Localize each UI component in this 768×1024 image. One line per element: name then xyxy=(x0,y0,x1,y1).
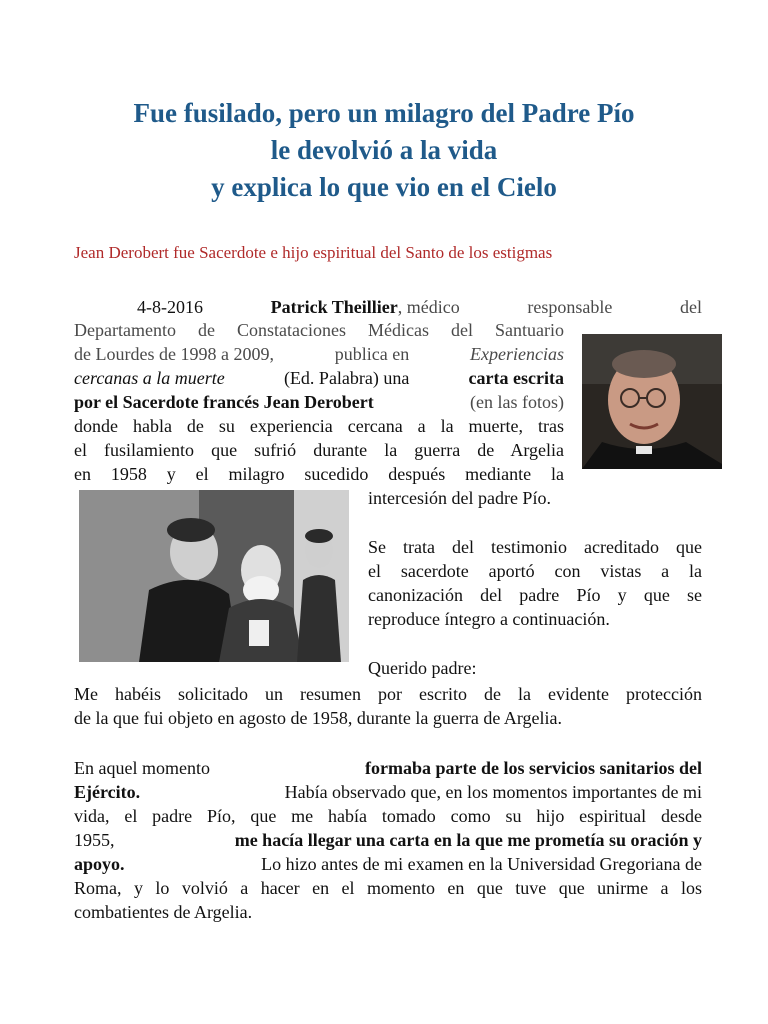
book-title-part-1: Experiencias xyxy=(470,344,564,364)
book-title-part-2: cercanas a la muerte xyxy=(74,368,225,388)
letter-p2-line-3: vida, el padre Pío, que me había tomado como su hijo espiritual desde xyxy=(74,806,702,826)
intro-line-9: intercesión del padre Pío. xyxy=(368,488,551,508)
intro-line-2: Departamento de Constataciones Médicas del Santuario xyxy=(74,320,564,340)
p2-l2a: Ejército. xyxy=(74,782,141,802)
p2-l2b: Había observado que, en los momentos importantes de mi xyxy=(284,782,702,802)
author-name: Patrick Theillier xyxy=(270,297,398,317)
p2-l4b: me hacía llegar una carta en la que me prometía su oración y xyxy=(234,830,702,850)
group-photo xyxy=(79,490,349,662)
role-text: , médico xyxy=(397,297,460,317)
intro-l5b: (en las fotos) xyxy=(470,392,564,412)
intro-l4c: carta escrita xyxy=(468,368,564,388)
letter-p1-line-1: Me habéis solicitado un resumen por escrito de la evidente protección xyxy=(74,684,702,704)
intro-line-4 xyxy=(74,367,564,389)
letter-p2-line-1 xyxy=(74,757,702,779)
intro-line-3 xyxy=(74,343,564,365)
intro-line-7: el fusilamiento que sufrió durante la guerra de Argelia xyxy=(74,440,564,460)
p2-l1a: En aquel momento xyxy=(74,758,210,778)
letter-p2-line-6: Roma, y lo volvió a hacer en el momento en que tuve que unirme a los xyxy=(74,878,702,898)
date: 4-8-2016 xyxy=(137,297,203,317)
p2-l4a: 1955, xyxy=(74,830,115,850)
intro-line-6: donde habla de su experiencia cercana a la muerte, tras xyxy=(74,416,564,436)
p2-l5b: Lo hizo antes de mi examen en la Universidad Gregoriana de xyxy=(261,854,702,874)
testimony-line-3: canonización del padre Pío y que se xyxy=(368,585,702,605)
letter-p1-line-2: de la que fui objeto en agosto de 1958, durante la guerra de Argelia. xyxy=(74,708,563,728)
letter-p2-line-2 xyxy=(74,781,702,803)
intro-line-5 xyxy=(74,391,564,413)
article-title xyxy=(40,95,728,206)
testimony-line-2: el sacerdote aportó con vistas a la xyxy=(368,561,702,581)
p2-l1b: formaba parte de los servicios sanitarios del xyxy=(365,758,702,778)
role-del: del xyxy=(680,297,702,317)
testimony-line-1: Se trata del testimonio acreditado que xyxy=(368,537,702,557)
title-line-3: y explica lo que vio en el Cielo xyxy=(211,172,557,202)
letter-p2-line-4 xyxy=(74,829,702,851)
role-responsable: responsable xyxy=(527,297,613,317)
letter-p2-line-5 xyxy=(74,853,702,875)
intro-line-1 xyxy=(137,296,702,318)
title-line-2: le devolvió a la vida xyxy=(270,135,498,165)
letter-greeting: Querido padre: xyxy=(368,658,477,678)
intro-line-8: en 1958 y el milagro sucedido después mediante la xyxy=(74,464,564,484)
intro-l3b: publica en xyxy=(334,344,410,364)
intro-l3a: de Lourdes de 1998 a 2009, xyxy=(74,344,274,364)
subtitle: Jean Derobert fue Sacerdote e hijo espiritual del Santo de los estigmas xyxy=(74,243,553,262)
title-line-1: Fue fusilado, pero un milagro del Padre Pío xyxy=(133,98,635,128)
intro-l4b: (Ed. Palabra) una xyxy=(283,368,410,388)
intro-l5a: por el Sacerdote francés Jean Derobert xyxy=(74,392,374,412)
p2-l5a: apoyo. xyxy=(74,854,125,874)
portrait-photo xyxy=(582,334,722,469)
testimony-line-4: reproduce íntegro a continuación. xyxy=(368,609,610,629)
letter-p2-line-7: combatientes de Argelia. xyxy=(74,902,253,922)
